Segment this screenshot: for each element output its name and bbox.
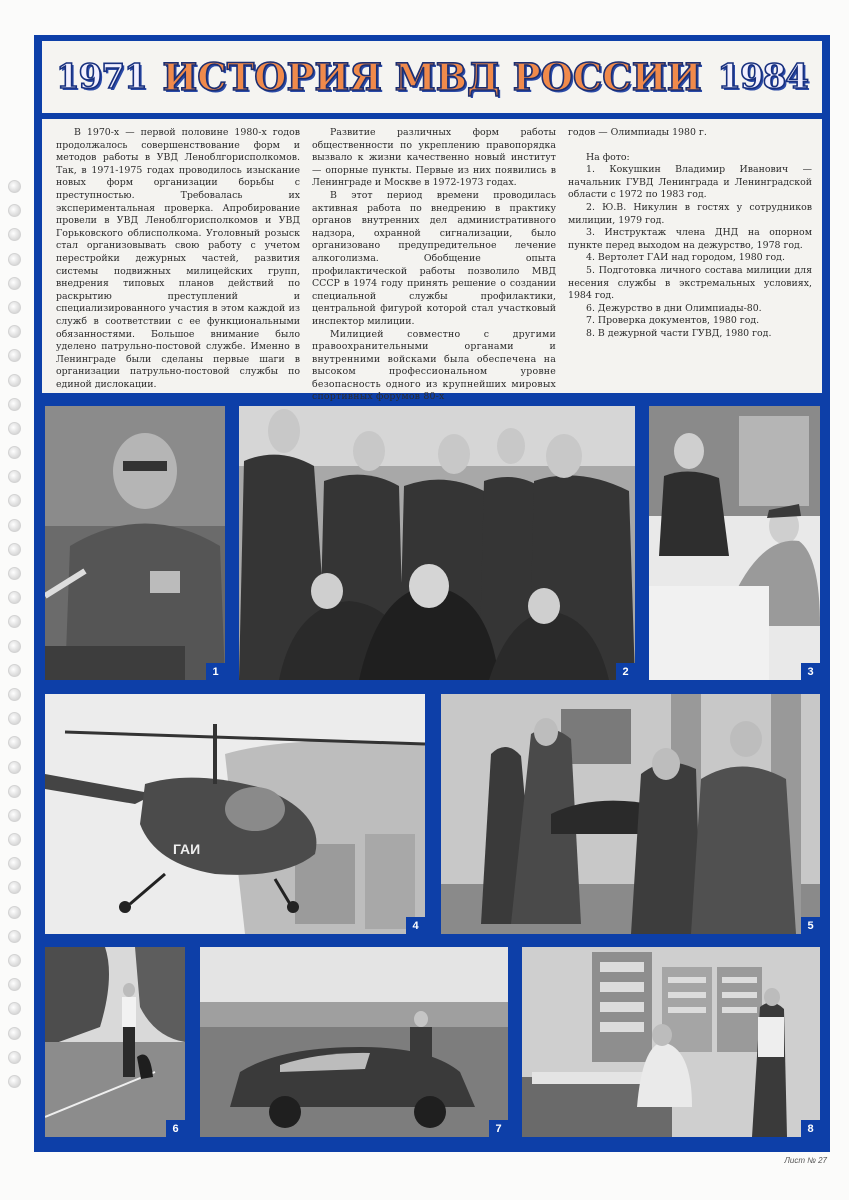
article-column-3 <box>568 127 812 393</box>
photo-7 <box>200 947 508 1137</box>
photo-4-image <box>45 694 425 934</box>
binder-hole <box>8 325 21 338</box>
photo-5-image <box>441 694 820 934</box>
binder-hole <box>8 228 21 241</box>
article-column-1 <box>56 127 300 393</box>
binder-hole <box>8 1075 21 1088</box>
binder-hole <box>8 833 21 846</box>
helicopter-lettering: ГАИ <box>173 841 201 857</box>
binder-hole <box>8 712 21 725</box>
paragraph: годов — Олимпиады 1980 г. <box>568 127 707 138</box>
photo-5 <box>441 694 820 934</box>
caption: 1. Кокушкин Владимир Иванович — начальник ГУВД Ленинграда и Ленинградской области с 1972 по 1983 год. <box>568 164 812 201</box>
photo-number: 2 <box>616 663 635 680</box>
binder-hole <box>8 519 21 532</box>
article-panel <box>42 119 822 403</box>
caption: 6. Дежурство в дни Олимпиады-80. <box>586 302 762 314</box>
caption: 5. Подготовка личного состава милиции для несения службы в экстремальных условиях, 1984 год. <box>568 264 812 302</box>
caption: 4. Вертолет ГАИ над городом, 1980 год. <box>586 252 785 264</box>
paragraph: Развитие различных форм работы общественности по укреплению правопорядка вызвало к жизни качественно новый институт — опорные пункты. Первые из них появились в Ленинграде и Москве в 1972-1973 годах. <box>312 127 556 189</box>
caption: 3. Инструктаж члена ДНД на опорном пункте перед выходом на дежурство, 1978 год. <box>568 227 812 251</box>
photo-number: 1 <box>206 663 225 680</box>
binder-hole <box>8 470 21 483</box>
binder-hole <box>8 930 21 943</box>
binder-hole <box>8 785 21 798</box>
photo-number: 3 <box>801 663 820 680</box>
year-start: 1971 <box>56 57 147 97</box>
binder-hole <box>8 567 21 580</box>
binder-hole <box>8 1027 21 1040</box>
caption: 7. Проверка документов, 1980 год. <box>586 315 760 327</box>
binder-hole <box>8 906 21 919</box>
binder-hole <box>8 664 21 677</box>
photo-6 <box>45 947 185 1137</box>
photo-1 <box>45 406 225 680</box>
photo-8 <box>522 947 820 1137</box>
binder-hole <box>8 809 21 822</box>
binder-hole <box>8 398 21 411</box>
binder-hole <box>8 446 21 459</box>
binder-hole <box>8 615 21 628</box>
binder-hole <box>8 494 21 507</box>
photo-number: 8 <box>801 1120 820 1137</box>
binder-hole <box>8 881 21 894</box>
binder-hole <box>8 1002 21 1015</box>
binder-hole <box>8 422 21 435</box>
photo-2 <box>239 406 635 680</box>
photo-3 <box>649 406 820 680</box>
binder-hole <box>8 277 21 290</box>
article-column-2 <box>312 127 556 403</box>
binder-holes <box>8 180 22 1099</box>
binder-hole <box>8 591 21 604</box>
photo-6-image <box>45 947 185 1137</box>
photo-number: 6 <box>166 1120 185 1137</box>
caption: 8. В дежурной части ГУВД, 1980 год. <box>586 327 772 339</box>
year-end: 1984 <box>717 57 808 97</box>
binder-hole <box>8 978 21 991</box>
binder-hole <box>8 1051 21 1064</box>
binder-hole <box>8 954 21 967</box>
binder-hole <box>8 736 21 749</box>
photo-7-image <box>200 947 508 1137</box>
photo-number: 5 <box>801 917 820 934</box>
photo-1-image <box>45 406 225 680</box>
binder-hole <box>8 180 21 193</box>
paragraph: В 1970-х — первой половине 1980-х годов продолжалось совершенствование форм и методов работы в УВД Леноблгорисполкомов. Так, в 1971-1975 годах проводилось изыскание новых форм организации борьбы с преступностью. Требовалась их экспериментальная проверка. Апробирование провели в УВД Леноблгорисполкомов и УВД Горьковского облисполкома. Уголовный розыск стал организовывать свою работу с учетом перестройки дежурных частей, развития системы подвижных милицейских групп, внедрения типовых планов действий по раскрытию преступлений и специализированного участия в этом каждой из служб в соответствии с ее функциональными обязанностями. Большое внимание было уделено патрульно-постовой службе. Именно в Ленинграде были сделаны первые шаги в организации патрульно-постовой службы по единой дислокации. <box>56 127 300 390</box>
binder-hole <box>8 543 21 556</box>
binder-hole <box>8 688 21 701</box>
caption: 2. Ю.В. Никулин в гостях у сотрудников милиции, 1979 год. <box>568 201 812 226</box>
photo-number: 7 <box>489 1120 508 1137</box>
binder-hole <box>8 301 21 314</box>
binder-hole <box>8 253 21 266</box>
photo-3-image <box>649 406 820 680</box>
photo-number: 4 <box>406 917 425 934</box>
page-title: ИСТОРИЯ МВД РОССИИ <box>162 55 702 99</box>
photo-4 <box>45 694 425 934</box>
paragraph: Милицией совместно с другими правоохранительными органами и внутренними войсками была обеспечена на высоком профессиональном уровне безопасность одного из крупнейших мировых спортивных форумов 80-х <box>312 328 556 403</box>
page-frame <box>34 35 830 1152</box>
binder-hole <box>8 374 21 387</box>
captions-heading: На фото: <box>586 151 630 163</box>
photo-8-image <box>522 947 820 1137</box>
binder-hole <box>8 349 21 362</box>
photo-2-image <box>239 406 635 680</box>
binder-hole <box>8 640 21 653</box>
page-header <box>42 41 822 113</box>
paragraph: В этот период времени проводилась активная работа по внедрению в практику органов внутренних дел административного надзора, охранной сигнализации, было организовано предупредительное лечение алкоголизма. Обобщение опыта профилактической работы позволило МВД СССР в 1974 году принять решение о создании специальной службы профилактики, центральной фигурой которой стал участковый инспектор милиции. <box>312 189 556 327</box>
binder-hole <box>8 857 21 870</box>
binder-hole <box>8 204 21 217</box>
binder-hole <box>8 761 21 774</box>
sheet-number: Лист № 27 <box>784 1156 827 1165</box>
